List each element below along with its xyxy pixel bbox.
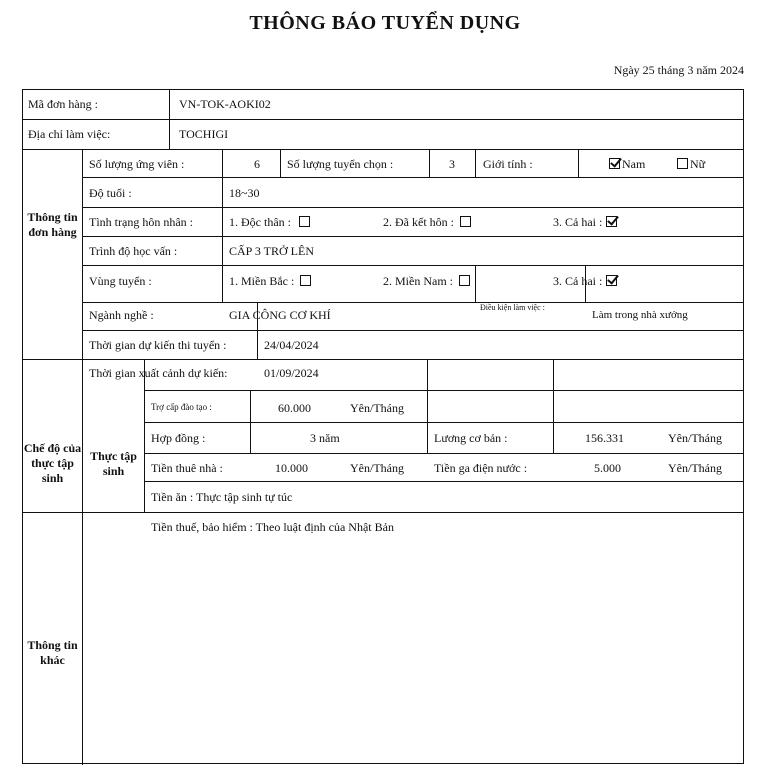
order-info-section-label: Thông tin đơn hàng [27, 210, 78, 239]
order-code-value: VN-TOK-AOKI02 [179, 97, 271, 111]
exam-date: 24/04/2024 [264, 338, 319, 352]
marital-label: Tình trạng hôn nhân : [89, 215, 193, 229]
marital-married-text: 2. Đã kết hôn : [383, 215, 454, 229]
gender-male-text: Nam [622, 157, 646, 171]
marital-married-checkbox[interactable] [460, 216, 471, 227]
other-info-section-label: Thông tin khác [27, 638, 78, 667]
exam-label: Thời gian dự kiến thi tuyển : [89, 338, 227, 352]
marital-single-checkbox[interactable] [299, 216, 310, 227]
education-value: CẤP 3 TRỞ LÊN [229, 244, 315, 258]
region-south-option[interactable] [383, 274, 472, 288]
marital-both-text: 3. Cả hai : [553, 215, 603, 229]
utilities-value: 5.000 [594, 461, 621, 475]
utilities-label: Tiền ga điện nước : [434, 461, 528, 475]
departure-date: 01/09/2024 [264, 366, 319, 380]
industry-label: Ngành nghề : [89, 308, 154, 322]
region-north-text: 1. Miền Bắc : [229, 274, 295, 288]
base-salary-value: 156.331 [585, 431, 624, 445]
work-address-label: Địa chỉ làm việc: [28, 127, 111, 141]
education-label: Trình độ học vấn : [89, 244, 178, 258]
work-address-value: TOCHIGI [179, 127, 229, 141]
departure-label: Thời gian xuất cảnh dự kiến: [89, 366, 228, 380]
contract-value: 3 năm [310, 431, 340, 445]
page-title: THÔNG BÁO TUYỂN DỤNG [249, 12, 521, 34]
gender-label: Giới tính : [483, 157, 533, 171]
selected-value: 3 [449, 157, 455, 171]
rent-unit: Yên/Tháng [350, 461, 404, 475]
gender-female-checkbox[interactable] [677, 158, 688, 169]
marital-married-option[interactable] [383, 215, 473, 229]
age-value: 18~30 [229, 186, 260, 200]
training-allowance-label: Trợ cấp đào tạo : [151, 402, 212, 412]
region-both-checkbox[interactable] [606, 275, 617, 286]
base-salary-unit: Yên/Tháng [668, 431, 722, 445]
base-salary-label: Lương cơ bản : [434, 431, 508, 445]
gender-female-option[interactable] [675, 157, 705, 171]
training-allowance-unit: Yên/Tháng [350, 401, 404, 415]
region-label: Vùng tuyển : [89, 274, 152, 288]
candidates-value: 6 [254, 157, 260, 171]
marital-both-checkbox[interactable] [606, 216, 617, 227]
region-both-text: 3. Cả hai : [553, 274, 603, 288]
gender-female-text: Nữ [690, 157, 706, 171]
region-north-option[interactable] [229, 274, 313, 288]
order-code-label: Mã đơn hàng : [28, 97, 99, 111]
utilities-unit: Yên/Tháng [668, 461, 722, 475]
recruitment-form [22, 89, 744, 764]
gender-male-option[interactable] [607, 157, 645, 171]
conditions-label: Điều kiện làm việc : [480, 303, 545, 312]
selected-label: Số lượng tuyển chọn : [287, 157, 394, 171]
rent-value: 10.000 [275, 461, 308, 475]
notice-date: Ngày 25 tháng 3 năm 2024 [613, 63, 744, 77]
region-both-option[interactable] [553, 274, 619, 288]
gender-male-checkbox[interactable] [609, 158, 620, 169]
age-label: Độ tuổi : [89, 186, 132, 200]
region-south-checkbox[interactable] [459, 275, 470, 286]
conditions-value: Làm trong nhà xưởng [592, 309, 688, 321]
training-allowance-value: 60.000 [278, 401, 311, 415]
trainee-label: Thực tập sinh [90, 449, 137, 478]
industry-value: GIA CÔNG CƠ KHÍ [229, 308, 331, 322]
marital-single-text: 1. Độc thân : [229, 215, 291, 229]
candidates-label: Số lượng ứng viên : [89, 157, 185, 171]
meals-info: Tiền ăn : Thực tập sinh tự túc [151, 490, 293, 504]
region-north-checkbox[interactable] [300, 275, 311, 286]
marital-single-option[interactable] [229, 215, 312, 229]
benefits-section-label: Chế độ của thực tập sinh [23, 441, 82, 485]
tax-info: Tiền thuế, bảo hiểm : Theo luật định của Nhật Bản [151, 520, 394, 534]
marital-both-option[interactable] [553, 215, 619, 229]
contract-label: Hợp đồng : [151, 431, 206, 445]
region-south-text: 2. Miền Nam : [383, 274, 453, 288]
rent-label: Tiền thuê nhà : [151, 461, 223, 475]
